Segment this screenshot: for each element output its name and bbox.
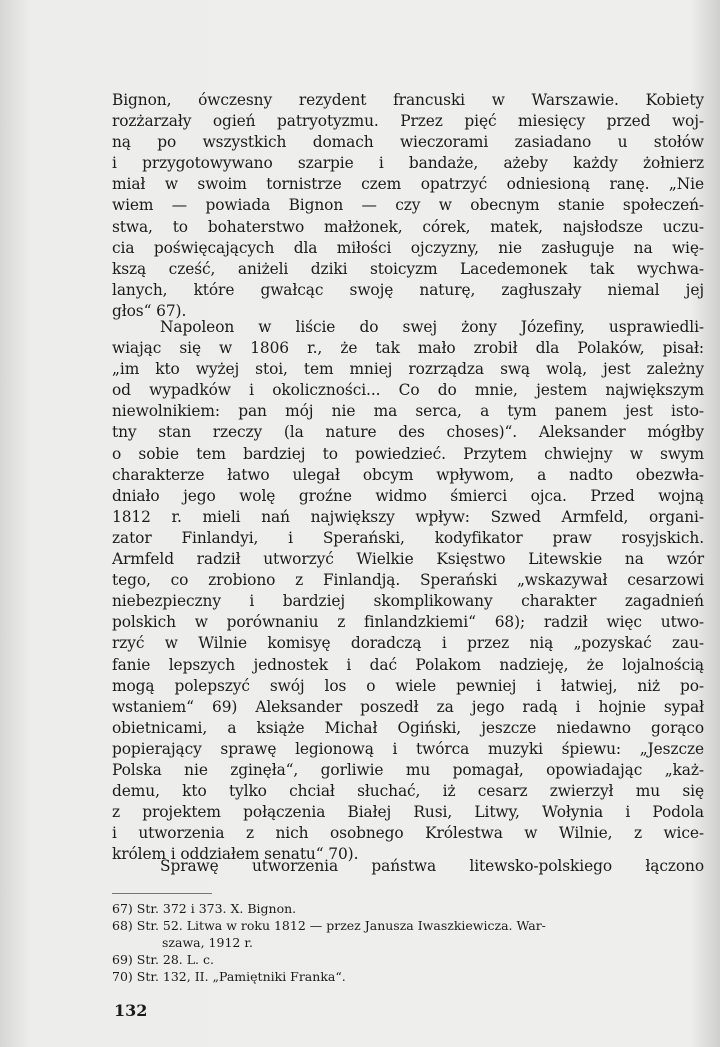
text-line: rzyć w Wilnie komisyę doradczą i przez nią „pozyskać zau- bbox=[112, 634, 704, 653]
text-line: obietnicami, a książe Michał Ogiński, jeszcze niedawno gorąco bbox=[112, 718, 704, 737]
text-line: Sprawę utworzenia państwa litewsko-polskiego łączono bbox=[160, 857, 704, 875]
footnote-70: 70) Str. 132, II. „Pamiętniki Franka“. bbox=[112, 969, 346, 984]
text-line: lanych, które gwałcąc swoję naturę, zagłuszały niemal jej bbox=[112, 280, 704, 299]
text-line: demu, kto tylko chciał słuchać, iż cesarz zwierzył mu się bbox=[112, 782, 704, 801]
footnote-69: 69) Str. 28. L. c. bbox=[112, 952, 214, 967]
footnote-68: 68) Str. 52. Litwa w roku 1812 — przez Janusza Iwaszkiewicza. War- bbox=[112, 918, 546, 933]
text-line: kszą cześć, aniżeli dziki stoicyzm Lacedemonek tak wychwa- bbox=[112, 259, 704, 278]
text-line: cia poświęcających dla miłości ojczyzny, nie zasługuje na wię- bbox=[112, 238, 704, 257]
text-line: królem i oddziałem senatu“ 70). bbox=[112, 845, 359, 864]
text-line: „im kto wyżej stoi, tem mniej rozrządza swą wolą, jest zależny bbox=[112, 360, 704, 379]
footnote-67: 67) Str. 372 i 373. X. Bignon. bbox=[112, 901, 297, 916]
text-line: i przygotowywano szarpie i bandaże, ażeby każdy żołnierz bbox=[112, 154, 704, 173]
text-line: wstaniem“ 69) Aleksander poszedł za jego radą i hojnie sypał bbox=[112, 697, 704, 716]
text-line: Bignon, ówczesny rezydent francuski w Warszawie. Kobiety bbox=[112, 91, 704, 109]
text-line: zator Finlandyi, i Sperański, kodyfikator praw rosyjskich. bbox=[112, 528, 704, 547]
text-line: wiając się w 1806 r., że tak mało zrobił dla Polaków, pisał: bbox=[112, 339, 704, 358]
text-line: od wypadków i okoliczności... Co do mnie, jestem największym bbox=[112, 381, 704, 400]
text-line: rozżarzały ogień patryotyzmu. Przez pięć miesięcy przed woj- bbox=[112, 112, 704, 131]
text-line: stwa, to bohaterstwo małżonek, córek, matek, najsłodsze uczu- bbox=[112, 217, 704, 236]
text-line: 1812 r. mieli nań największy wpływ: Szwed Armfeld, organi- bbox=[112, 507, 704, 526]
paragraph-2 bbox=[112, 317, 704, 865]
text-line: z projektem połączenia Białej Rusi, Litwy, Wołynia i Podola bbox=[112, 803, 704, 822]
page-number: 132 bbox=[114, 1001, 148, 1020]
footnotes bbox=[112, 900, 704, 985]
text-line: tny stan rzeczy (la nature des choses)“. Aleksander mógłby bbox=[112, 423, 704, 442]
text-line: głos“ 67). bbox=[112, 301, 187, 320]
paragraph-1 bbox=[112, 90, 704, 322]
text-line: miał w swoim tornistrze czem opatrzyć odniesioną ranę. „Nie bbox=[112, 175, 704, 194]
text-line: niebezpieczny i bardziej skomplikowany charakter zagadnień bbox=[112, 592, 704, 611]
text-line: niewolnikiem: pan mój nie ma serca, a tym panem jest isto- bbox=[112, 402, 704, 421]
text-line: popierający sprawę legionową i twórca muzyki śpiewu: „Jeszcze bbox=[112, 739, 704, 758]
footnote-68-continued: szawa, 1912 r. bbox=[162, 935, 253, 950]
footnote-divider bbox=[112, 893, 212, 894]
text-line: tego, co zrobiono z Finlandją. Sperański „wskazywał cesarzowi bbox=[112, 571, 704, 590]
text-line: Napoleon w liście do swej żony Józefiny, usprawiedli- bbox=[160, 318, 704, 336]
text-line: wiem — powiada Bignon — czy w obecnym stanie społeczeń- bbox=[112, 196, 704, 215]
text-line: dniało jego wolę groźne widmo śmierci ojca. Przed wojną bbox=[112, 486, 704, 505]
text-line: Polska nie zginęła“, gorliwie mu pomagał, opowiadając „każ- bbox=[112, 760, 704, 779]
text-line: Armfeld radził utworzyć Wielkie Księstwo Litewskie na wzór bbox=[112, 550, 704, 569]
text-line: fanie lepszych jednostek i dać Polakom nadzieję, że lojalnością bbox=[112, 655, 704, 674]
text-line: polskich w porównaniu z finlandzkiemi“ 68); radził więc utwo- bbox=[112, 613, 704, 632]
text-line: i utworzenia z nich osobnego Królestwa w Wilnie, z wice- bbox=[112, 824, 704, 843]
text-line: o sobie tem bardziej to powiedzieć. Przytem chwiejny w swym bbox=[112, 444, 704, 463]
text-line: mogą polepszyć swój los o wiele pewniej i łatwiej, niż po- bbox=[112, 676, 704, 695]
text-line: charakterze łatwo ulegał obcym wpływom, a nadto obezwła- bbox=[112, 465, 704, 484]
text-line: ną po wszystkich domach wieczorami zasiadano u stołów bbox=[112, 133, 704, 152]
paragraph-3 bbox=[112, 856, 704, 877]
